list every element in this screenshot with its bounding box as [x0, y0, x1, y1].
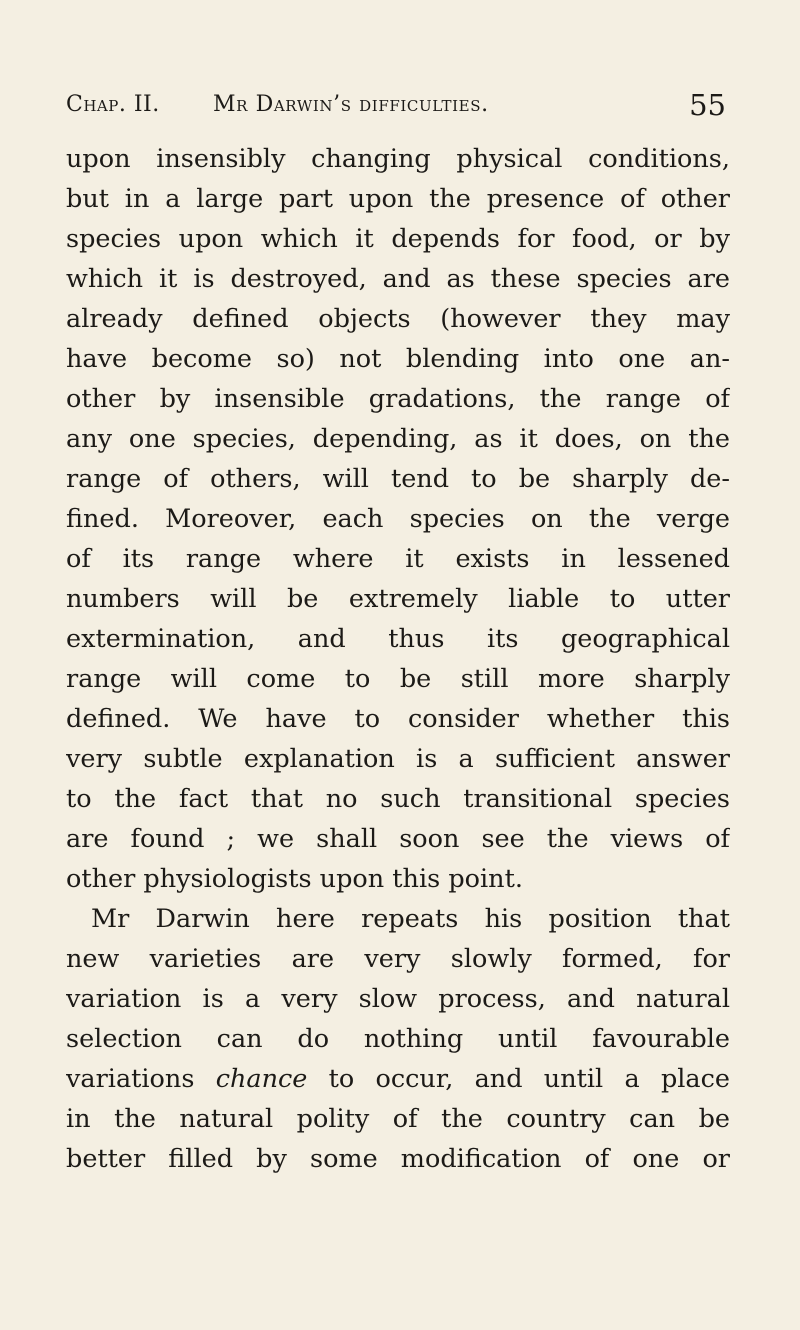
text-line: have become so) not blending into one an- [66, 344, 730, 374]
text-run: to occur, and until a place [307, 1064, 730, 1094]
paragraph-end-line: other physiologists upon this point. [66, 864, 523, 894]
text-run: variations [66, 1064, 216, 1094]
page-number: 55 [689, 88, 726, 122]
text-line: in the natural polity of the country can be [66, 1104, 730, 1134]
text-line: numbers will be extremely liable to utter [66, 584, 730, 614]
text-line: range of others, will tend to be sharply de- [66, 464, 730, 494]
text-line: new varieties are very slowly formed, for [66, 944, 730, 974]
text-line: are found ; we shall soon see the views of [66, 824, 730, 854]
text-line: extermination, and thus its geographical [66, 624, 730, 654]
text-line: upon insensibly changing physical conditions, [66, 144, 730, 174]
text-line: of its range where it exists in lessened [66, 544, 730, 574]
text-line: fined. Moreover, each species on the verge [66, 504, 730, 534]
text-line: to the fact that no such transitional species [66, 784, 730, 814]
text-line: any one species, depending, as it does, on the [66, 424, 730, 454]
text-line: better filled by some modification of one or [66, 1144, 730, 1174]
text-line: which it is destroyed, and as these species are [66, 264, 730, 294]
text-line: but in a large part upon the presence of other [66, 184, 730, 214]
paragraph-start-line: Mr Darwin here repeats his position that [91, 904, 730, 934]
text-line: already defined objects (however they may [66, 304, 730, 334]
running-head [66, 88, 730, 132]
text-line: range will come to be still more sharply [66, 664, 730, 694]
body-text [66, 139, 730, 1179]
text-line: other by insensible gradations, the range of [66, 384, 730, 414]
running-title: Mr Darwin’s difficulties. [213, 92, 489, 117]
text-line: very subtle explanation is a sufficient answer [66, 744, 730, 774]
italic-word: chance [215, 1064, 308, 1094]
chapter-label: Chap. II. [66, 92, 160, 117]
text-line: species upon which it depends for food, or by [66, 224, 730, 254]
text-line-with-italic [66, 1059, 730, 1099]
text-line: defined. We have to consider whether this [66, 704, 730, 734]
text-line: selection can do nothing until favourable [66, 1024, 730, 1054]
text-line: variation is a very slow process, and natural [66, 984, 730, 1014]
